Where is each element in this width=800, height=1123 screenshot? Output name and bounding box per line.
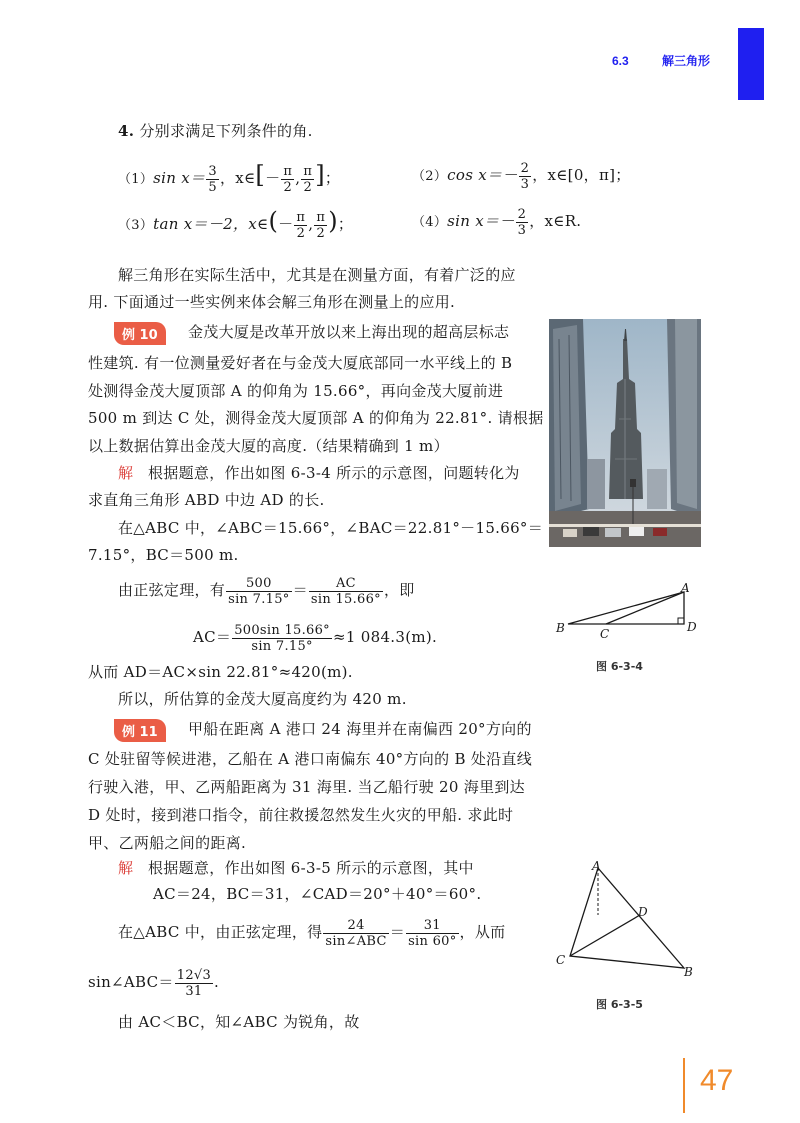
example-10-text-2: 性建筑. 有一位测量爱好者在与金茂大厦底部同一水平线上的 B: [88, 354, 513, 372]
example-11-text-1: 甲船在距离 A 港口 24 海里并在南偏西 20°方向的: [188, 720, 532, 738]
example-10-text-1: 金茂大厦是改革开放以来上海出现的超高层标志: [188, 323, 510, 341]
exercise-4-item-4: （4）sin x＝－ $\frac{2}{3}$ ，x∈R.: [412, 206, 582, 238]
page-number: 47: [700, 1064, 734, 1097]
example-10-solution-4: 7.15°，BC＝500 m.: [88, 546, 239, 564]
example-11-solution-5: 由 AC＜BC，知∠ABC 为锐角，故: [118, 1013, 360, 1031]
figure-6-3-4-label-b: B: [556, 621, 566, 635]
example-11-solution-2: AC＝24，BC＝31，∠CAD＝20°＋40°＝60°.: [153, 885, 482, 903]
example-11-solution-label: 解: [118, 859, 134, 877]
figure-6-3-5-label-b: B: [684, 965, 694, 979]
example-10-text-3: 处测得金茂大厦顶部 A 的仰角为 15.66°，再向金茂大厦前进: [88, 382, 504, 400]
page-number-rule: [683, 1058, 685, 1113]
example-10-solution-6: AC＝ $\frac{500\sin 15.66^\circ}{\sin 7.15^\circ}$ ≈1 084.3(m).: [193, 622, 438, 654]
example-11-text-5: 甲、乙两船之间的距离.: [88, 834, 247, 852]
intro-line-2: 用. 下面通过一些实例来体会解三角形在测量上的应用.: [88, 293, 456, 311]
figure-6-3-5-label-d: D: [638, 905, 648, 919]
example-10-text-4: 500 m 到达 C 处，测得金茂大厦顶部 A 的仰角为 22.81°. 请根据: [88, 409, 544, 427]
example-11-solution-4: sin∠ABC＝ $\frac{12√3}{31}$ .: [88, 967, 220, 999]
exercise-4-item-2: （2）cos x＝－ $\frac{2}{3}$ ，x∈[0，π]；: [412, 160, 631, 192]
example-10-solution-7: 从而 AD＝AC×sin 22.81°≈420(m).: [88, 663, 353, 681]
example-11-label: 例 11: [114, 719, 166, 742]
example-10-solution-2: 求直角三角形 ABD 中边 AD 的长.: [88, 491, 325, 509]
exercise-4-item-1: （1）sin x＝ $\frac{3}{5}$ ，x∈[－ $\frac{\pi}{2}$ , $\frac{\pi}{2}$ ]；: [118, 161, 341, 195]
figure-6-3-5-label-c: C: [556, 953, 566, 967]
figure-6-3-5-caption: 图 6-3-5: [596, 998, 643, 1011]
exercise-4-title: 4. 分别求满足下列条件的角.: [118, 122, 313, 140]
section-number: 6.3: [612, 54, 629, 68]
exercise-4-item-3: （3）tan x＝－2，x∈(－ $\frac{\pi}{2}$ , $\frac{\pi}{2}$ )；: [118, 207, 354, 241]
example-10-solution-1: 根据题意，作出如图 6-3-4 所示的示意图，问题转化为: [148, 464, 520, 482]
example-10-solution-label: 解: [118, 464, 134, 482]
section-title: 解三角形: [662, 54, 711, 68]
example-10-label: 例 10: [114, 322, 166, 345]
example-10-solution-8: 所以，所估算的金茂大厦高度约为 420 m.: [118, 690, 407, 708]
example-11-text-3: 行驶入港，甲、乙两船距离为 31 海里. 当乙船行驶 20 海里到达: [88, 778, 525, 796]
example-11-text-2: C 处驻留等候进港，乙船在 A 港口南偏东 40°方向的 B 处沿直线: [88, 750, 533, 768]
example-10-solution-3: 在△ABC 中，∠ABC＝15.66°，∠BAC＝22.81°－15.66°＝: [118, 519, 544, 537]
example-11-text-4: D 处时，接到港口指令，前往救援忽然发生火灾的甲船. 求此时: [88, 806, 514, 824]
example-10-solution-5: 由正弦定理，有 $\frac{500}{\sin 7.15^\circ}$ ＝ $\frac{AC}{\sin 15.66^\circ}$ ，即: [118, 575, 415, 607]
example-11-solution-3: 在△ABC 中，由正弦定理，得 $\frac{24}{\text{sin∠ABC}}$ ＝ $\frac{31}{\sin 60^\circ}$ ，从而: [118, 917, 506, 949]
intro-line-1: 解三角形在实际生活中，尤其是在测量方面，有着广泛的应: [118, 266, 516, 284]
figure-6-3-4-caption: 图 6-3-4: [596, 660, 643, 673]
figure-6-3-5-label-a: A: [592, 859, 601, 873]
example-10-text-5: 以上数据估算出金茂大厦的高度.（结果精确到 1 m）: [88, 437, 449, 455]
figure-6-3-4-label-d: D: [687, 620, 697, 634]
jinmao-tower-photo: [549, 319, 701, 547]
example-11-solution-1: 根据题意，作出如图 6-3-5 所示的示意图，其中: [148, 859, 474, 877]
figure-6-3-4-label-a: A: [681, 581, 690, 595]
figure-6-3-4-label-c: C: [600, 627, 610, 641]
header-accent-block: [738, 28, 764, 100]
